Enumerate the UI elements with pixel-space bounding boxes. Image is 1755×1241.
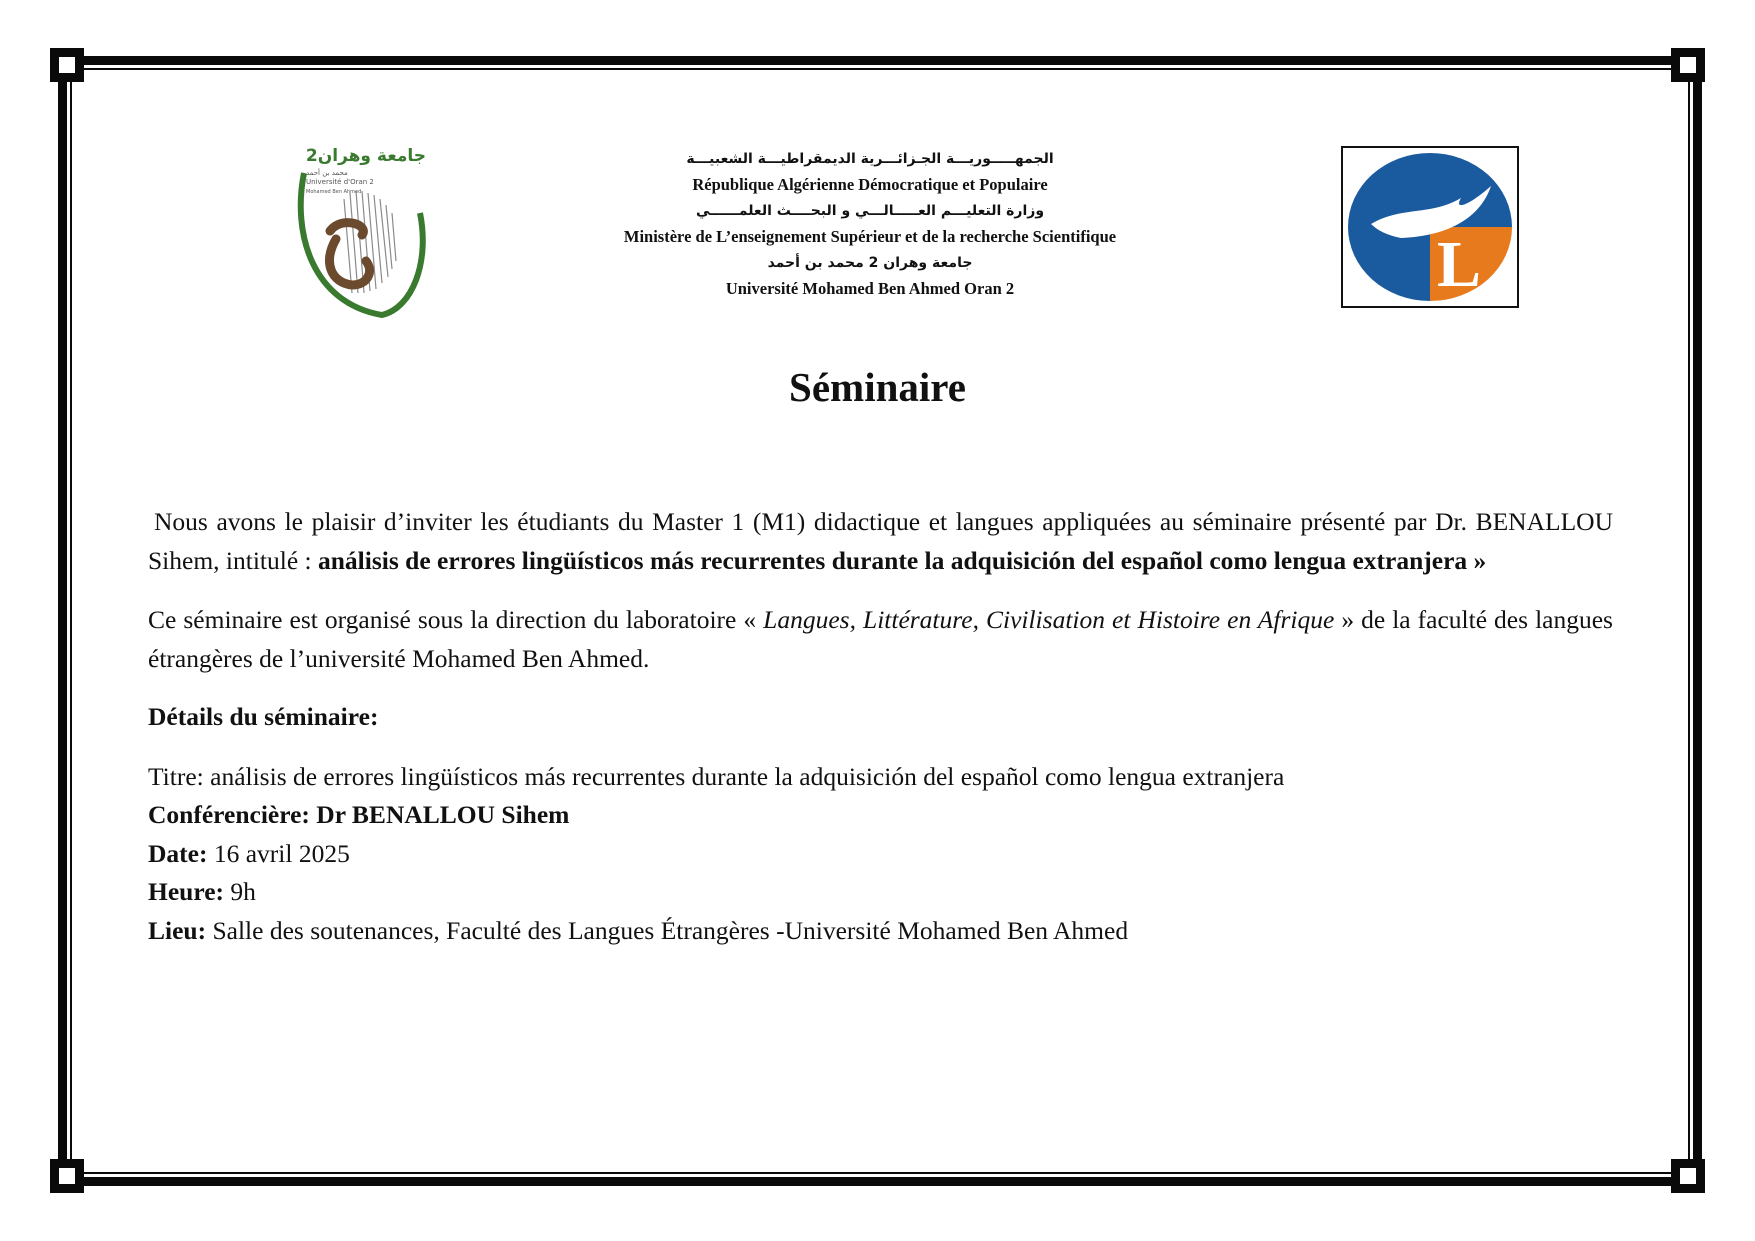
detail-title-row (148, 758, 1613, 797)
logo-arabic-text: جامعة وهران2 (305, 146, 426, 166)
invitation-body (148, 503, 1613, 950)
laboratory-name: Langues, Littérature, Civilisation et Histoire en Afrique (763, 605, 1335, 634)
logo-french-text: Université d'Oran 2 (306, 178, 374, 186)
header-ministry-arabic: وزارة التعليـــم العـــــالـــي و البحــــث العلمــــــي (695, 203, 1045, 219)
seminar-details (148, 758, 1613, 951)
logo-french-subtext: Mohamed Ben Ahmed (306, 189, 362, 195)
border-corner-top-right (1671, 48, 1705, 82)
detail-place-value: Salle des soutenances, Faculté des Langues Étrangères -Université Mohamed Ben Ahmed (212, 915, 1129, 945)
invitation-intro: Nous avons le plaisir d’inviter les étudiants du Master 1 (M1) didactique et langues appliquées au séminaire présenté par Dr. BENALLOU Sihem, intitulé : (148, 507, 1613, 575)
detail-place-row (148, 912, 1613, 951)
detail-speaker-value: Dr BENALLOU Sihem (316, 800, 570, 829)
logo-letter: L (1436, 228, 1482, 301)
details-heading: Détails du séminaire: (148, 702, 379, 731)
seminar-title-bold: análisis de errores lingüísticos más recurrentes durante la adquisición del español como lengua extranjera » (318, 545, 1487, 575)
detail-speaker-row (148, 796, 1613, 835)
detail-place-label: Lieu: (148, 915, 213, 945)
border-corner-bottom-left (50, 1159, 84, 1193)
organization-after: » de la faculté des langues étrangères de l’université Mohamed Ben Ahmed. (148, 605, 1613, 673)
detail-title-label: Titre: (148, 761, 211, 791)
detail-date-row (148, 835, 1613, 874)
university-oran2-logo-icon (292, 143, 432, 319)
detail-speaker-label: Conférencière: (148, 800, 317, 829)
organization-paragraph (148, 601, 1613, 678)
header-republic-french: République Algérienne Démocratique et Populaire (692, 175, 1048, 194)
border-corner-bottom-right (1671, 1159, 1705, 1193)
organization-before: Ce séminaire est organisé sous la direction du laboratoire « (148, 605, 764, 634)
detail-time-row (148, 873, 1613, 912)
border-corner-top-left (50, 48, 84, 82)
header-ministry-french: Ministère de L’enseignement Supérieur et de la recherche Scientifique (623, 227, 1117, 246)
detail-date-label: Date: (148, 838, 214, 868)
logo-arabic-subtext: محمد بن أحمد (306, 169, 348, 177)
laboratory-dove-L-logo-icon (1341, 146, 1519, 308)
header-university-french: Université Mohamed Ben Ahmed Oran 2 (725, 279, 1015, 298)
institution-header (520, 146, 1220, 302)
header-university-arabic: جامعة وهران 2 محمد بن أحمد (767, 255, 973, 271)
university-logo (292, 143, 432, 319)
detail-date-value: 16 avril 2025 (213, 838, 350, 868)
laboratory-logo (1341, 146, 1519, 308)
header-republic-arabic: الجمهـــــوريـــة الجـزائـــرية الديمقراطيـــة الشعبيـــة (686, 151, 1054, 167)
detail-time-label: Heure: (148, 877, 231, 906)
invitation-paragraph (148, 503, 1613, 580)
detail-time-value: 9h (230, 877, 256, 906)
page-title: Séminaire (789, 364, 966, 410)
detail-title-value: análisis de errores lingüísticos más recurrentes durante la adquisición del español como lengua extranjera (210, 761, 1285, 791)
